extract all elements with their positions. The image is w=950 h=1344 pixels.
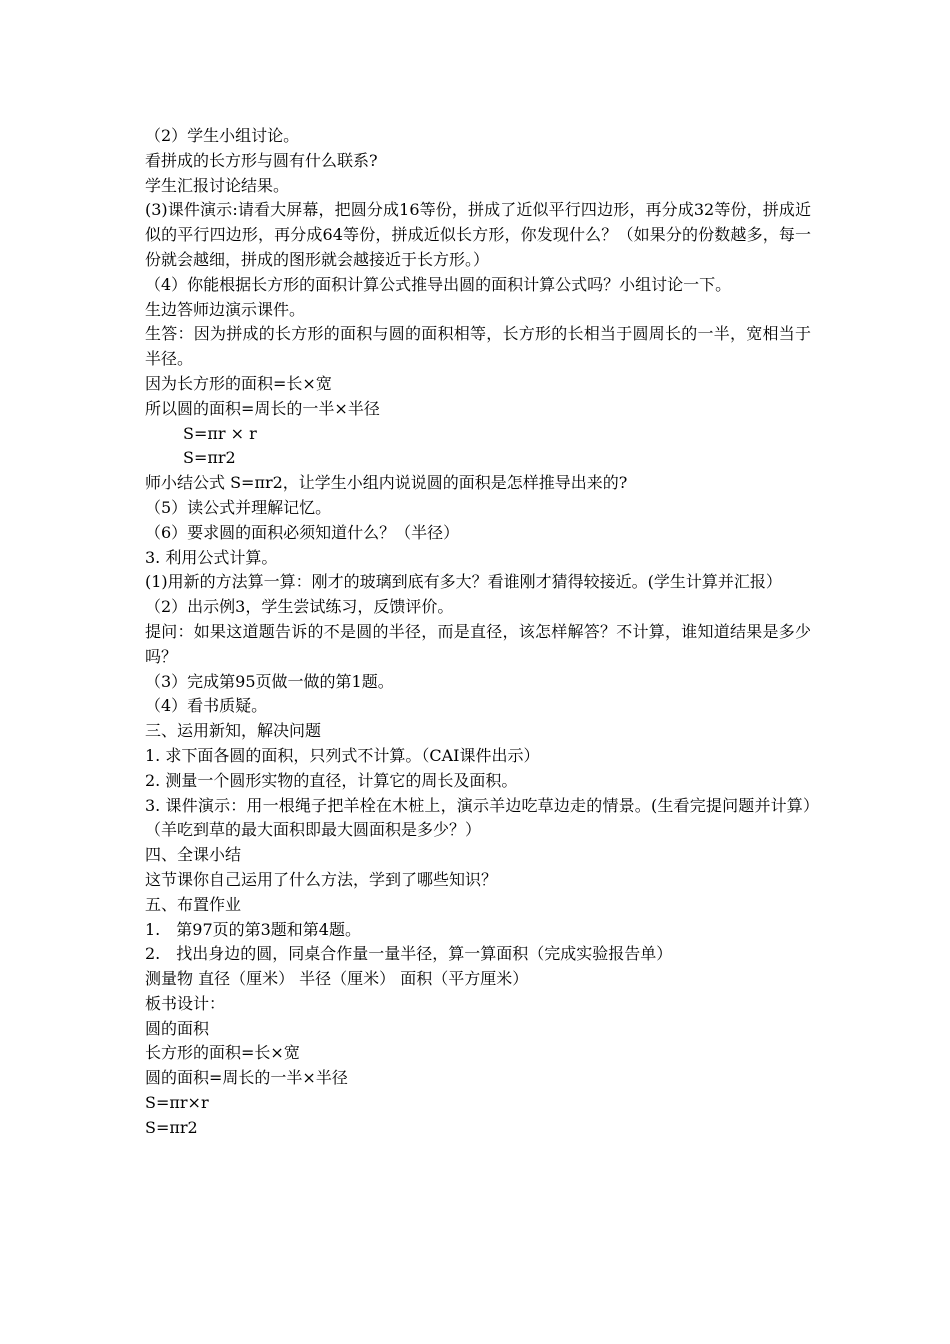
paragraph: （3）完成第95页做一做的第1题。 — [145, 671, 394, 691]
paragraph: 因为长方形的面积=长×宽 — [145, 373, 332, 393]
section-heading: 四、全课小结 — [145, 845, 242, 865]
formula-line: S=πr×r — [145, 1093, 209, 1113]
paragraph: 1. 求下面各圆的面积，只列式不计算。（CAI课件出示） — [145, 745, 540, 765]
paragraph: 所以圆的面积=周长的一半×半径 — [145, 398, 380, 418]
paragraph: 生答：因为拼成的长方形的面积与圆的面积相等，长方形的长相当于圆周长的一半，宽相当于半径。 — [145, 324, 811, 369]
paragraph: 提问：如果这道题告诉的不是圆的半径，而是直径，该怎样解答？不计算，谁知道结果是多少吗？ — [145, 621, 811, 666]
paragraph: （6）要求圆的面积必须知道什么？（半径） — [145, 522, 460, 542]
paragraph: 圆的面积=周长的一半×半径 — [145, 1068, 348, 1088]
table-header-line: 测量物 直径（厘米） 半径（厘米） 面积（平方厘米） — [145, 969, 529, 989]
formula-line: S=πr × r — [183, 423, 257, 443]
paragraph: （2）出示例3，学生尝试练习，反馈评价。 — [145, 597, 454, 617]
list-item: 1. 第97页的第3题和第4题。 — [145, 919, 361, 939]
paragraph: 3. 利用公式计算。 — [145, 547, 278, 567]
paragraph: 2. 测量一个圆形实物的直径，计算它的周长及面积。 — [145, 770, 518, 790]
formula-line: S=πr2 — [145, 1117, 198, 1137]
paragraph: 这节课你自己运用了什么方法，学到了哪些知识？ — [145, 869, 498, 889]
paragraph: 圆的面积 — [145, 1018, 210, 1038]
paragraph: (3)课件演示:请看大屏幕，把圆分成16等份，拼成了近似平行四边形，再分成32等份，拼成近似的平行四边形，再分成64等份，拼成近似长方形，你发现什么？（如果分的份数越多，每一份就会越细，拼成的图形就会越接近于长方形。） — [145, 200, 811, 269]
paragraph: 板书设计： — [145, 993, 226, 1013]
paragraph: （4）看书质疑。 — [145, 696, 268, 716]
paragraph: （4）你能根据长方形的面积计算公式推导出圆的面积计算公式吗？小组讨论一下。 — [145, 274, 732, 294]
paragraph: 学生汇报讨论结果。 — [145, 175, 290, 195]
section-heading: 三、运用新知，解决问题 — [145, 721, 322, 741]
formula-line: S=πr2 — [183, 448, 236, 468]
paragraph: 3. 课件演示：用一根绳子把羊栓在木桩上，演示羊边吃草边走的情景。(生看完提问题并计算）（羊吃到草的最大面积即最大圆面积是多少？） — [145, 795, 811, 840]
paragraph: （5）读公式并理解记忆。 — [145, 497, 332, 517]
section-heading: 五、布置作业 — [145, 894, 242, 914]
list-item: 2. 找出身边的圆，同桌合作量一量半径，算一算面积（完成实验报告单） — [145, 944, 673, 964]
paragraph: （2）学生小组讨论。 — [145, 126, 300, 145]
paragraph: 看拼成的长方形与圆有什么联系? — [145, 150, 378, 170]
paragraph: (1)用新的方法算一算：刚才的玻璃到底有多大？看谁刚才猜得较接近。(学生计算并汇报） — [145, 572, 782, 592]
document-body — [145, 124, 811, 1141]
paragraph: 生边答师边演示课件。 — [145, 299, 306, 319]
paragraph: 师小结公式 S=πr2，让学生小组内说说圆的面积是怎样推导出来的? — [145, 473, 628, 493]
paragraph: 长方形的面积=长×宽 — [145, 1043, 300, 1063]
